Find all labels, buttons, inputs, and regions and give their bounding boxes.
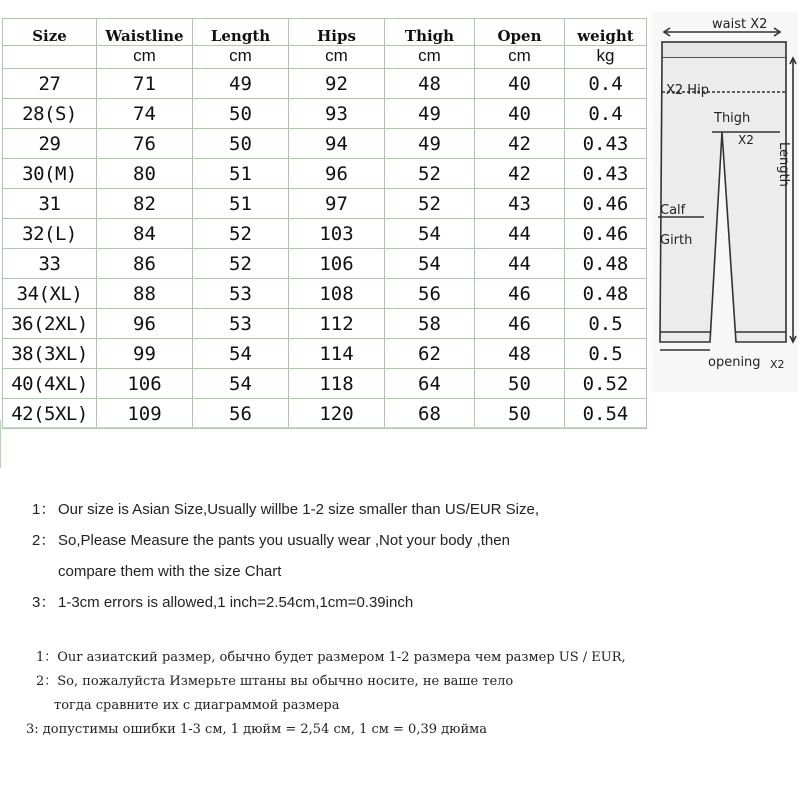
table-cell: 40 xyxy=(475,99,565,129)
table-cell: 0.48 xyxy=(565,249,647,279)
table-cell: 50 xyxy=(475,399,565,429)
label-opening: opening xyxy=(708,355,761,370)
table-cell: 62 xyxy=(385,339,475,369)
unit-thigh: cm xyxy=(385,46,475,69)
table-cell: 56 xyxy=(193,399,289,429)
table-cell: 52 xyxy=(385,159,475,189)
table-cell: 53 xyxy=(193,309,289,339)
unit-weight: kg xyxy=(565,46,647,69)
table-cell: 40 xyxy=(475,69,565,99)
header-waistline: Waistline xyxy=(97,19,193,46)
table-cell: 58 xyxy=(385,309,475,339)
table-row xyxy=(3,249,647,279)
table-row xyxy=(3,339,647,369)
table-cell: 44 xyxy=(475,219,565,249)
note-en-3-number: 3： xyxy=(32,594,56,611)
table-cell: 0.43 xyxy=(565,159,647,189)
table-cell: 93 xyxy=(289,99,385,129)
table-cell: 86 xyxy=(97,249,193,279)
table-cell: 40(4XL) xyxy=(3,369,97,399)
table-cell: 54 xyxy=(385,219,475,249)
english-notes xyxy=(32,494,792,618)
table-row xyxy=(3,99,647,129)
table-body xyxy=(3,69,647,429)
unit-hips: cm xyxy=(289,46,385,69)
table-cell: 108 xyxy=(289,279,385,309)
unit-open: cm xyxy=(475,46,565,69)
table-cell: 42 xyxy=(475,159,565,189)
note-en-2-continued-text: compare them with the size Chart xyxy=(58,563,282,580)
table-row xyxy=(3,159,647,189)
note-ru-1: 1：Our азиатский размер, обычно будет размером 1-2 размера чем размер US / EUR, xyxy=(36,650,626,665)
table-cell: 51 xyxy=(193,189,289,219)
table-cell: 84 xyxy=(97,219,193,249)
table-cell: 52 xyxy=(193,249,289,279)
note-ru-2-continued: тогда сравните их с диаграммой размера xyxy=(54,698,340,713)
table-cell: 53 xyxy=(193,279,289,309)
table-row xyxy=(3,129,647,159)
header-open: Open xyxy=(475,19,565,46)
table-cell: 118 xyxy=(289,369,385,399)
table-row xyxy=(3,399,647,429)
label-opening-x2: X2 xyxy=(770,358,785,371)
table-header-row xyxy=(3,19,647,46)
table-cell: 64 xyxy=(385,369,475,399)
table-cell: 74 xyxy=(97,99,193,129)
table-cell: 96 xyxy=(97,309,193,339)
table-cell: 114 xyxy=(289,339,385,369)
table-cell: 0.46 xyxy=(565,189,647,219)
table-cell: 49 xyxy=(193,69,289,99)
note-en-3-text: 1-3cm errors is allowed,1 inch=2.54cm,1cm=0.39inch xyxy=(58,594,414,611)
table-cell: 71 xyxy=(97,69,193,99)
size-chart-table xyxy=(2,18,647,429)
table-cell: 27 xyxy=(3,69,97,99)
table-cell: 0.5 xyxy=(565,339,647,369)
note-en-2 xyxy=(32,525,792,556)
table-cell: 30(M) xyxy=(3,159,97,189)
note-en-2-number: 2： xyxy=(32,532,56,549)
russian-notes xyxy=(26,646,792,742)
table-cell: 38(3XL) xyxy=(3,339,97,369)
table-cell: 52 xyxy=(385,189,475,219)
table-cell: 112 xyxy=(289,309,385,339)
note-en-3 xyxy=(32,587,792,618)
header-length: Length xyxy=(193,19,289,46)
table-cell: 34(XL) xyxy=(3,279,97,309)
note-en-1-number: 1： xyxy=(32,501,56,518)
table-cell: 50 xyxy=(193,129,289,159)
table-cell: 42(5XL) xyxy=(3,399,97,429)
table-units-row xyxy=(3,46,647,69)
table-cell: 80 xyxy=(97,159,193,189)
label-girth: Girth xyxy=(660,233,693,248)
table-cell: 0.43 xyxy=(565,129,647,159)
table-row xyxy=(3,189,647,219)
table-cell: 0.54 xyxy=(565,399,647,429)
table-cell: 49 xyxy=(385,99,475,129)
note-en-2-text: So,Please Measure the pants you usually wear ,Not your body ,then xyxy=(58,532,510,549)
table-cell: 42 xyxy=(475,129,565,159)
label-waist: waist X2 xyxy=(712,17,768,32)
table-row xyxy=(3,69,647,99)
header-size: Size xyxy=(3,19,97,46)
pants-measurement-diagram xyxy=(652,12,798,392)
table-cell: 52 xyxy=(193,219,289,249)
table-cell: 96 xyxy=(289,159,385,189)
table-cell: 56 xyxy=(385,279,475,309)
note-en-1-text: Our size is Asian Size,Usually willbe 1-2 size smaller than US/EUR Size, xyxy=(58,501,540,518)
table-cell: 29 xyxy=(3,129,97,159)
table-cell: 51 xyxy=(193,159,289,189)
header-thigh: Thigh xyxy=(385,19,475,46)
label-thigh: Thigh xyxy=(714,111,751,126)
table-cell: 44 xyxy=(475,249,565,279)
table-cell: 46 xyxy=(475,309,565,339)
table-cell: 99 xyxy=(97,339,193,369)
table-cell: 50 xyxy=(475,369,565,399)
table-cell: 76 xyxy=(97,129,193,159)
table-cell: 28(S) xyxy=(3,99,97,129)
table-cell: 0.5 xyxy=(565,309,647,339)
table-row xyxy=(3,279,647,309)
table-cell: 106 xyxy=(97,369,193,399)
table-cell: 106 xyxy=(289,249,385,279)
table-cell: 82 xyxy=(97,189,193,219)
unit-size xyxy=(3,46,97,69)
note-ru-2: 2：So, пожалуйста Измерьте штаны вы обычно носите, не ваше тело xyxy=(36,674,514,689)
table-cell: 54 xyxy=(385,249,475,279)
table-cell: 0.48 xyxy=(565,279,647,309)
table-cell: 43 xyxy=(475,189,565,219)
label-thigh-x2: X2 xyxy=(738,133,754,147)
header-weight: weight xyxy=(565,19,647,46)
label-length: Length xyxy=(776,142,791,187)
label-hip: X2 Hip xyxy=(666,83,709,98)
table-row xyxy=(3,219,647,249)
table-row xyxy=(3,309,647,339)
table-cell: 0.52 xyxy=(565,369,647,399)
table-cell: 49 xyxy=(385,129,475,159)
table-cell: 88 xyxy=(97,279,193,309)
label-calf: Calf xyxy=(660,203,686,218)
table-cell: 120 xyxy=(289,399,385,429)
table-cell: 103 xyxy=(289,219,385,249)
table-cell: 31 xyxy=(3,189,97,219)
table-cell: 32(L) xyxy=(3,219,97,249)
table-cell: 46 xyxy=(475,279,565,309)
table-cell: 50 xyxy=(193,99,289,129)
table-cell: 54 xyxy=(193,369,289,399)
table-cell: 54 xyxy=(193,339,289,369)
table-cell: 0.4 xyxy=(565,99,647,129)
table-cell: 48 xyxy=(385,69,475,99)
table-cell: 0.4 xyxy=(565,69,647,99)
note-ru-3: 3: допустимы ошибки 1-3 см, 1 дюйм = 2,54 см, 1 см = 0,39 дюйма xyxy=(26,722,487,737)
table-cell: 36(2XL) xyxy=(3,309,97,339)
table-cell: 33 xyxy=(3,249,97,279)
table-cell: 68 xyxy=(385,399,475,429)
table-bottom-line xyxy=(0,427,646,428)
table-cell: 97 xyxy=(289,189,385,219)
table-cell: 0.46 xyxy=(565,219,647,249)
table-row xyxy=(3,369,647,399)
header-hips: Hips xyxy=(289,19,385,46)
note-en-1 xyxy=(32,494,792,525)
unit-length: cm xyxy=(193,46,289,69)
note-en-2-continued xyxy=(32,556,792,587)
unit-waistline: cm xyxy=(97,46,193,69)
table-cell: 92 xyxy=(289,69,385,99)
table-cell: 109 xyxy=(97,399,193,429)
pants-outline xyxy=(652,12,798,392)
table-cell: 94 xyxy=(289,129,385,159)
table-cell: 48 xyxy=(475,339,565,369)
